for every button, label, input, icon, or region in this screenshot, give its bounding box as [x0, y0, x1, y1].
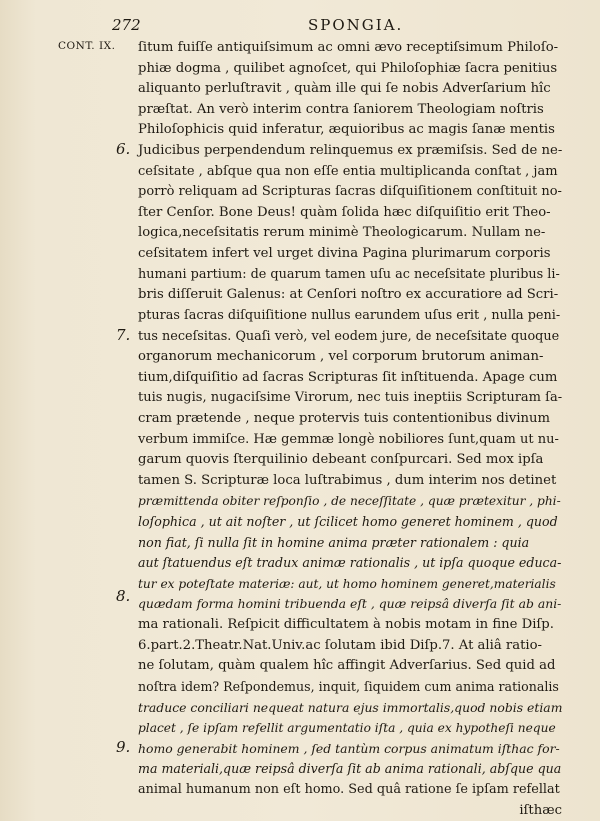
text-line-italic: non fiat, ſi nulla ſit in homine anima præter rationalem : quia: [138, 534, 530, 550]
text-line-italic: homo generabit hominem , ſed tantùm corpus animatum iſthac for-: [138, 740, 560, 756]
margin-number: 6.: [116, 140, 131, 158]
text-line: ceſsitatem infert vel urget divina Pagina plurimarum corporis: [138, 246, 551, 262]
text-line: ceſsitate , abſque qua non eſſe entia multiplicanda conſtat , jam: [138, 163, 558, 179]
text-line: humani partium: de quarum tamen uſu ac neceſsitate pluribus li-: [138, 266, 560, 282]
text-line-italic: ma materiali,quæ reipsâ diverſa ſit ab anima rationali, abſque qua: [138, 761, 562, 777]
text-line: ne ſolutam, quàm qualem hîc affingit Adverſarius. Sed quid ad: [138, 658, 556, 674]
text-line-italic: loſophica , ut ait noſter , ut ſcilicet homo generet hominem , quod: [138, 514, 558, 530]
text-line: ſter Cenſor. Bone Deus! quàm ſolida hæc diſquiſitio erit Theo-: [138, 204, 551, 220]
text-line: logica,neceſsitatis rerum minimè Theologicarum. Nullam ne-: [138, 225, 546, 241]
catchword: iſthæc: [519, 802, 562, 818]
chapter-side-label: CONT. IX.: [58, 40, 116, 52]
text-line-italic: tur ex poteſtate materiæ: aut, ut homo hominem generet,materialis: [138, 576, 556, 591]
body-text: [138, 38, 562, 821]
text-line-italic: traduce conciliari nequeat natura ejus immortalis,quod nobis etiam: [138, 699, 563, 715]
margin-number: 8.: [116, 587, 131, 605]
margin-number: 9.: [116, 738, 131, 756]
text-line: tamen S. Scripturæ loca luſtrabimus , dum interim nos detinet: [138, 472, 557, 488]
text-line-italic: quædam forma homini tribuenda eſt , quæ reipsâ diverſa ſit ab ani-: [138, 596, 562, 612]
text-line: 6.part.2.Theatr.Nat.Univ.ac ſolutam ibid Diſp.7. At aliâ ratio-: [138, 637, 542, 653]
text-line: tus neceſsitas. Quaſi verò, vel eodem jure, de neceſsitate quoque: [138, 328, 560, 344]
text-line: phiæ dogma , quilibet agnoſcet, qui Philoſophiæ ſacra penitius: [138, 60, 558, 76]
text-line: ſitum fuiſſe antiquiſsimum ac omni ævo receptiſsimum Philoſo-: [138, 40, 559, 55]
text-line: bris diſſeruit Galenus: at Cenſori noſtro ex accuratiore ad Scri-: [138, 287, 559, 303]
text-line: cram prætende , neque protervis tuis contentionibus divinum: [138, 410, 551, 426]
page-header: [0, 16, 600, 38]
text-line-italic: aut ſtatuendus eſt tradux animæ rationalis , ut ipſa quoque educa-: [138, 555, 562, 571]
text-line: verbum immiſce. Hæ gemmæ longè nobiliores ſunt,quam ut nu-: [138, 431, 559, 447]
text-line: aliquanto perluſtravit , quàm ille qui ſe nobis Adverſarium hîc: [138, 81, 551, 97]
text-line: pturas ſacras diſquiſitione nullus earundem uſus erit , nulla peni-: [138, 307, 561, 323]
text-line: tium,diſquiſitio ad ſacras Scripturas ſit inſtituenda. Apage cum: [138, 369, 558, 385]
text-line-italic: placet , ſe ipſam refellit argumentatio iſta , quia ex hypotheſi neque: [138, 721, 556, 736]
text-line: animal humanum non eſt homo. Sed quâ ratione ſe ipſam refellat: [138, 781, 560, 797]
text-line: tuis nugis, nugaciſsime Virorum, nec tuis ineptiis Scripturam ſa-: [138, 390, 563, 406]
text-line: Judicibus perpendendum relinquemus ex præmiſsis. Sed de ne-: [138, 143, 563, 159]
text-line: ma rationali. Reſpicit difficultatem à nobis motam in fine Diſp.: [138, 617, 554, 633]
text-line: præſtat. An verò interim contra ſaniorem Theologiam noſtris: [138, 101, 544, 117]
page-number: 272: [112, 16, 141, 34]
text-line: porrò reliquam ad Scripturas ſacras diſquiſitionem conſtituit no-: [138, 184, 562, 200]
text-line: garum quovis ſterquilinio debeant conſpurcari. Sed mox ipſa: [138, 452, 544, 468]
text-line: noſtra idem? Reſpondemus, inquit, ſiquidem cum anima rationalis: [138, 678, 559, 694]
text-line: organorum mechanicorum , vel corporum brutorum animan-: [138, 349, 544, 365]
text-line-italic: præmittenda obiter reſponſio , de neceſſitate , quæ prætexitur , phi-: [138, 494, 561, 509]
margin-number: 7.: [116, 326, 131, 344]
text-line: Philoſophicis quid inferatur, æquioribus ac magis ſanæ mentis: [138, 122, 555, 138]
running-title: SPONGIA.: [308, 16, 404, 34]
